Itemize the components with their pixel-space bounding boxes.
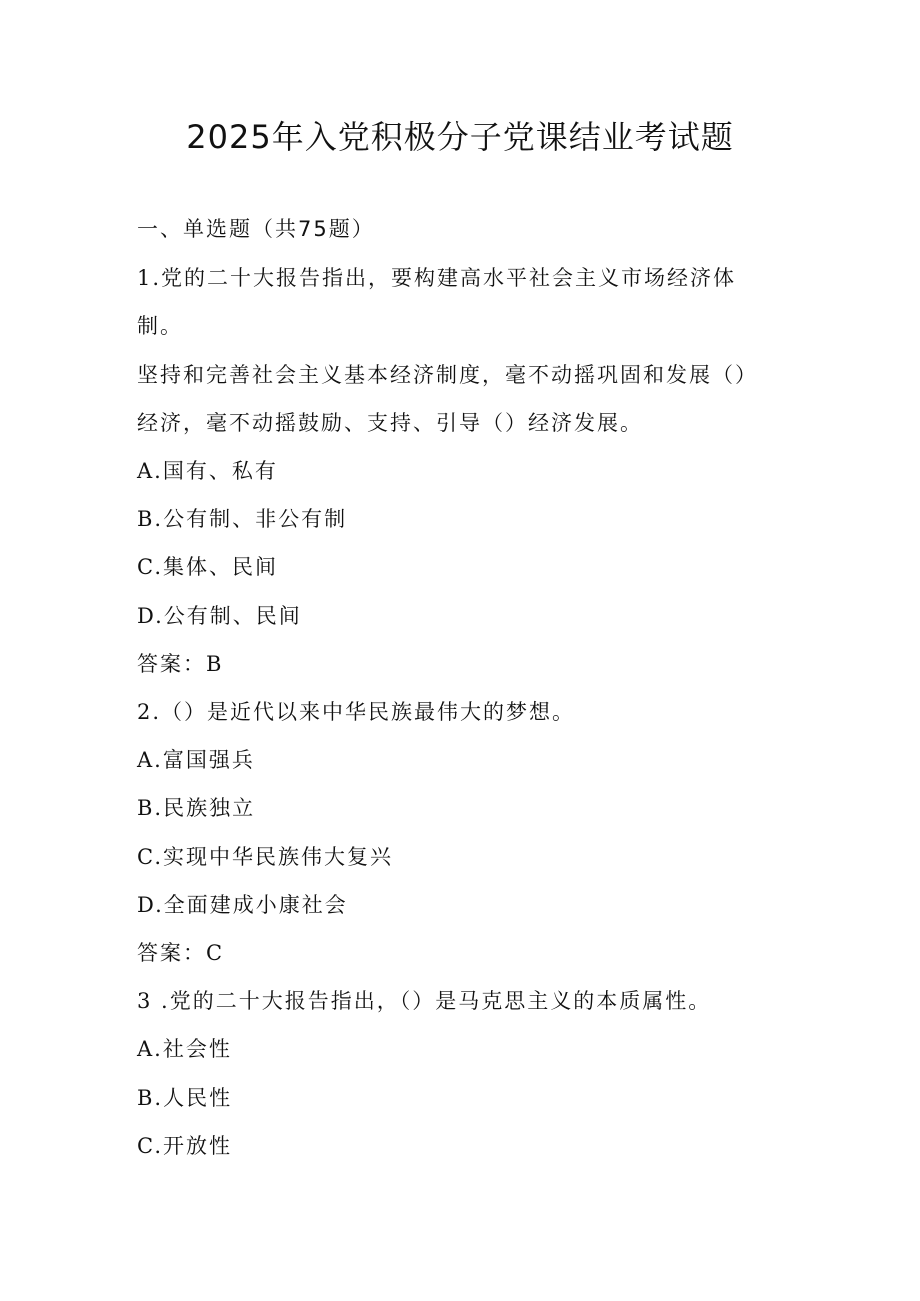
question-2-option-d: D.全面建成小康社会 (137, 893, 348, 917)
question-2-option-b: B.民族独立 (137, 796, 256, 820)
question-2-option-a: A.富国强兵 (137, 748, 255, 772)
question-3-option-a: A.社会性 (137, 1037, 232, 1061)
question-1-answer: 答案：B (137, 652, 224, 676)
question-3-option-b: B.人民性 (137, 1086, 233, 1110)
question-1-stem-line-3: 坚持和完善社会主义基本经济制度，毫不动摇巩固和发展（） (137, 363, 758, 387)
question-1-option-c: C.集体、民间 (137, 555, 278, 579)
question-3-option-c: C.开放性 (137, 1134, 232, 1158)
question-1-option-a: A.国有、私有 (137, 459, 278, 483)
document-title: 2025年入党积极分子党课结业考试题 (186, 118, 734, 156)
question-1-option-b: B.公有制、非公有制 (137, 507, 348, 531)
question-1-stem-line-4: 经济，毫不动摇鼓励、支持、引导（）经济发展。 (137, 411, 643, 435)
question-1-stem-line-2: 制。 (137, 314, 183, 338)
question-2-option-c: C.实现中华民族伟大复兴 (137, 845, 393, 869)
question-2-answer: 答案：C (137, 941, 225, 965)
question-3-stem-line-1: 3 .党的二十大报告指出，（）是马克思主义的本质属性。 (137, 989, 712, 1013)
question-2-stem-line-1: 2.（）是近代以来中华民族最伟大的梦想。 (137, 700, 576, 724)
question-1-stem-line-1: 1.党的二十大报告指出，要构建高水平社会主义市场经济体 (137, 266, 737, 290)
question-1-option-d: D.公有制、民间 (137, 604, 302, 628)
section-heading: 一、单选题（共75题） (137, 217, 375, 241)
